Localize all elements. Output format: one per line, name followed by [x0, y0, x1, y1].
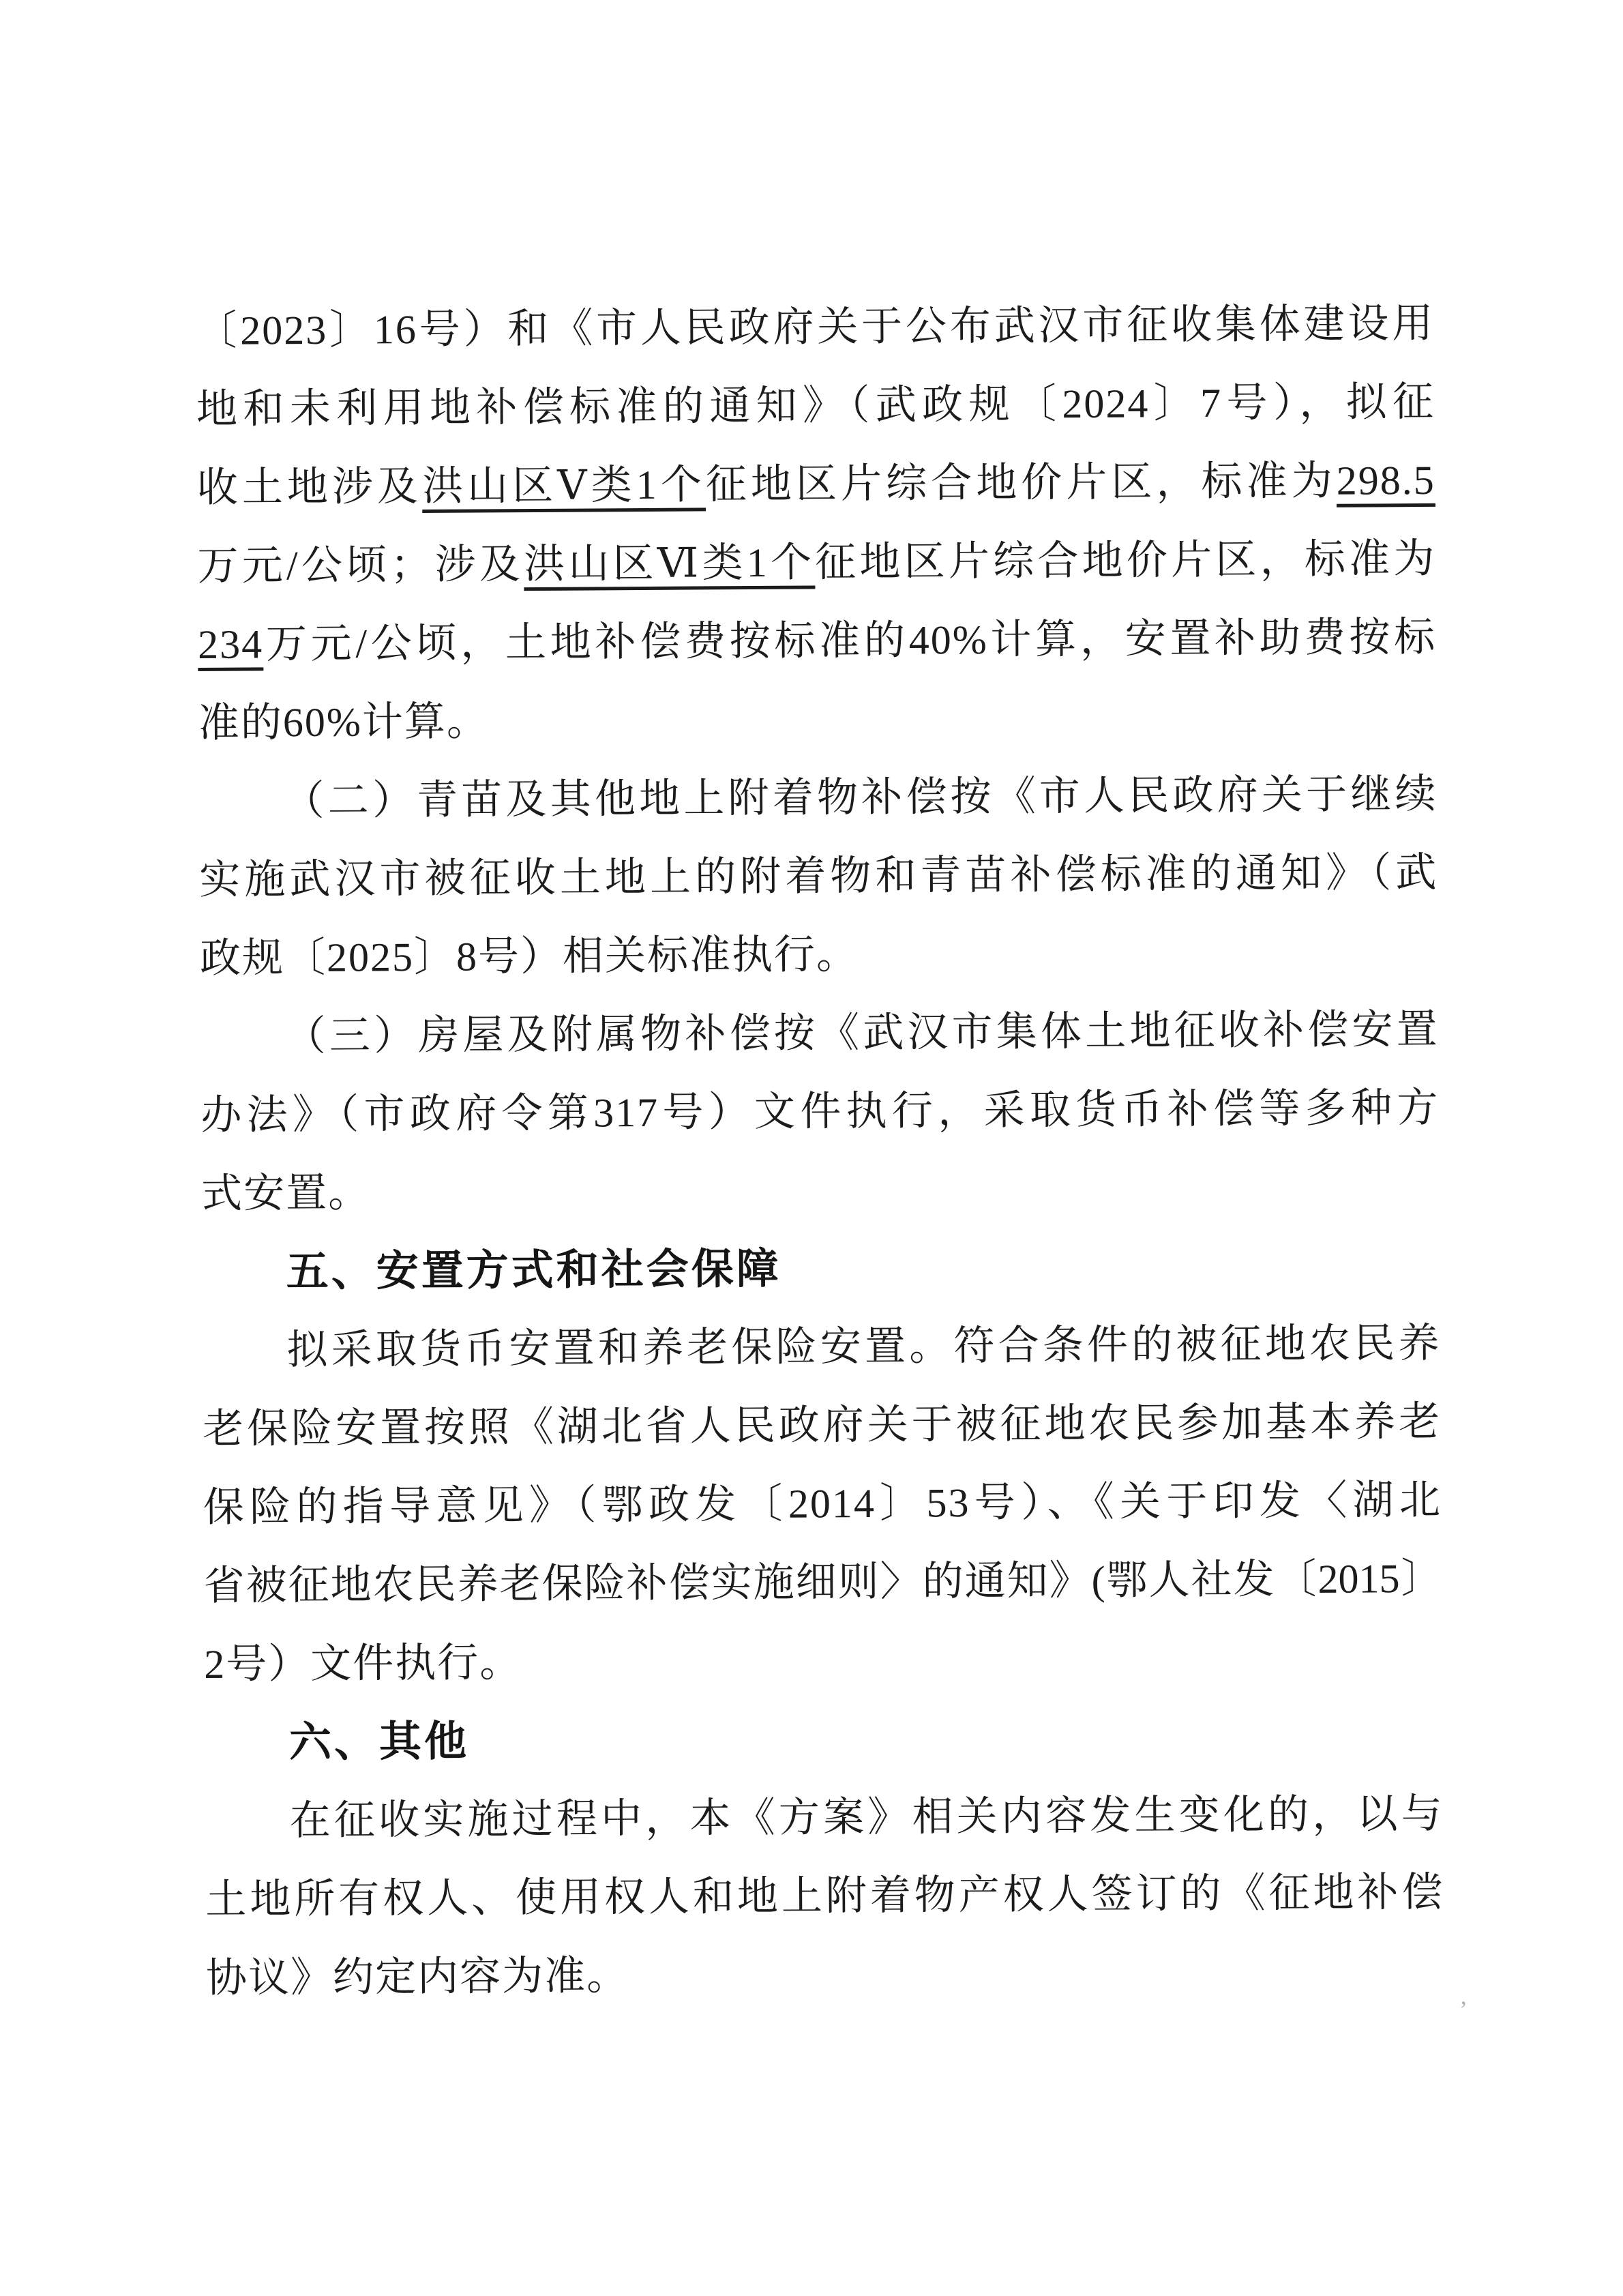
- text-segment: 政规〔2025〕8号）相关标准执行。: [199, 932, 859, 981]
- text-line: [196, 441, 1435, 527]
- text-line: [206, 1932, 1445, 2018]
- text-segment: 六、其他: [288, 1718, 470, 1767]
- text-segment: 老保险安置按照《湖北省人民政府关于被征地农民参加基本养老: [202, 1398, 1442, 1452]
- text-line: [205, 1853, 1444, 1939]
- text-line: [196, 284, 1435, 370]
- text-line: [201, 1147, 1440, 1233]
- text-line: [205, 1775, 1444, 1861]
- underlined-text: 洪山区Ⅵ类1个: [523, 540, 816, 587]
- text-segment: 征地区片综合地价片区，标准为: [815, 535, 1436, 585]
- text-line: [203, 1540, 1442, 1625]
- text-line: [203, 1383, 1442, 1469]
- underlined-text: 234: [197, 621, 264, 667]
- text-segment: 征地区片综合地价片区，标准为: [705, 458, 1337, 507]
- scan-artifact: ’: [1459, 1996, 1468, 2023]
- text-line: [196, 363, 1435, 449]
- text-line: [197, 520, 1436, 606]
- text-segment: 万元/公顷，土地补偿费按标准的40%计算，安置补助费按标: [263, 614, 1437, 667]
- text-line: [204, 1618, 1443, 1704]
- text-line: [198, 755, 1438, 841]
- text-segment: 收土地涉及: [196, 463, 423, 510]
- text-line: [202, 1304, 1441, 1390]
- underlined-text: 298.5: [1336, 457, 1435, 503]
- text-segment: 实施武汉市被征收土地上的附着物和青苗补偿标准的通知》（武: [199, 849, 1438, 902]
- text-segment: 五、安置方式和社会保障: [286, 1245, 781, 1296]
- text-segment: 万元/公顷；涉及: [197, 542, 524, 589]
- text-segment: 〔2023〕16号）和《市人民政府关于公布武汉市征收集体建设用: [196, 300, 1435, 353]
- text-segment: 办法》（市政府令第317号）文件执行，采取货币补偿等多种方: [200, 1085, 1440, 1138]
- text-segment: 协议》约定内容为准。: [205, 1953, 629, 2001]
- text-line: [199, 834, 1438, 919]
- section-heading: [201, 1226, 1440, 1312]
- text-line: [198, 677, 1438, 763]
- text-segment: 式安置。: [200, 1170, 371, 1216]
- text-segment: 拟采取货币安置和养老保险安置。符合条件的被征地农民养: [286, 1320, 1441, 1373]
- section-heading: [205, 1696, 1444, 1782]
- text-segment: （二）青苗及其他地上附着物补偿按《市人民政府关于继续: [283, 771, 1438, 824]
- text-segment: 土地所有权人、使用权人和地上附着物产权人签订的《征地补偿: [205, 1869, 1444, 1922]
- text-line: [200, 990, 1439, 1076]
- text-segment: 准的60%计算。: [198, 698, 490, 746]
- document-body: [196, 284, 1444, 2018]
- text-line: [200, 912, 1439, 998]
- text-segment: 保险的指导意见》（鄂政发〔2014〕53号）、《关于印发〈湖北: [203, 1477, 1442, 1530]
- underlined-text: 洪山区Ⅴ类1个: [421, 462, 706, 509]
- text-segment: （三）房屋及附属物补偿按《武汉市集体土地征收补偿安置: [284, 1006, 1439, 1059]
- text-line: [200, 1069, 1440, 1155]
- text-segment: 地和未利用地补偿标准的通知》（武政规〔2024〕7号），拟征: [196, 379, 1435, 432]
- text-line: [203, 1461, 1442, 1547]
- text-line: [198, 598, 1437, 684]
- text-segment: 2号）文件执行。: [204, 1640, 522, 1687]
- text-segment: 省被征地农民养老保险补偿实施细则〉的通知》(鄂人社发〔2015〕: [203, 1555, 1442, 1608]
- text-segment: 在征收实施过程中，本《方案》相关内容发生变化的，以与: [289, 1791, 1444, 1844]
